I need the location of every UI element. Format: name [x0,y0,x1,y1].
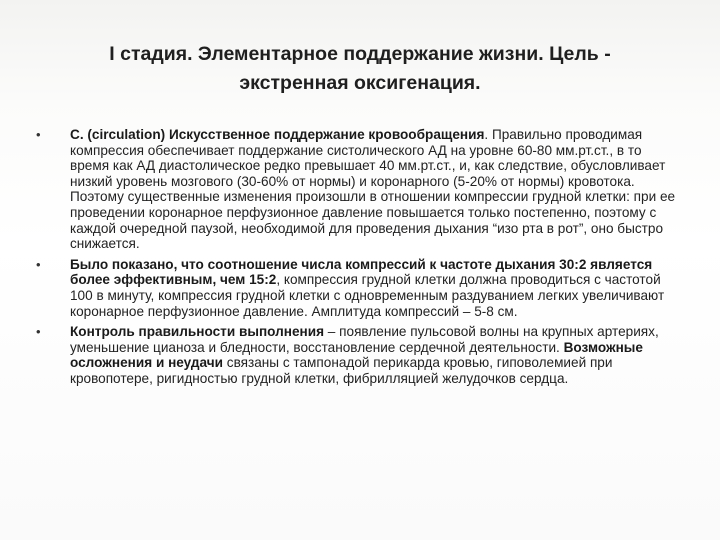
bullet-marker: • [36,256,41,272]
bullet-text: . Правильно проводимая компрессия обеспечивает поддержание систолического АД на уровне 60-80 мм.рт.ст., в то время как АД диастолическое редко превышает 40 мм.рт.ст., и, как следствие, обусловливает низкий уровень мозгового (30-60% от нормы) и коронарного (5-20% от нормы) кровотока. Поэтому существенные изменения произошли в отношении компрессии грудной клетки: при ее проведении коронарное перфузионное давление повышается только постепенно, поэтому с каждой очередной паузой, необходимой для проведения дыхания “изо рта в рот”, оно быстро снижается. [70,127,676,252]
bullet-item-control [36,324,684,386]
slide-title-line-2: экстренная оксигенация. [239,72,481,94]
bullet-item-circulation [36,127,684,252]
bullet-marker: • [36,324,41,340]
bullet-text: , компрессия грудной клетки должна проводиться с частотой 100 в минуту, компрессия грудной клетки с одновременным раздуванием легких увеличивают коронарное перфузионное давление. Амплитуда компрессий – 5-8 см. [70,272,665,319]
bullet-item-ratio [36,257,684,319]
bullet-list [36,127,684,392]
bullet-text-continued: связаны с тампонадой перикарда кровью, гиповолемией при кровопотере, ригидностью грудной клетки, фибрилляцией желудочков сердца. [70,355,613,386]
slide-title [40,40,680,98]
bullet-text: – появление пульсовой волны на крупных артериях, уменьшение цианоза и бледности, восстановление сердечной деятельности. [70,324,659,355]
bullet-heading: Контроль правильности выполнения [70,324,325,340]
slide-title-line-1: I стадия. Элементарное поддержание жизни. Цель - [109,43,611,65]
bullet-heading: Было показано, что соотношение числа компрессий к частоте дыхания 30:2 является более эффективным, чем 15:2 [70,256,653,288]
bullet-subheading: Возможные осложнения и неудачи [70,339,643,371]
bullet-heading: С. (circulation) Искусственное поддержание кровообращения [70,127,485,142]
bullet-marker: • [36,127,41,142]
